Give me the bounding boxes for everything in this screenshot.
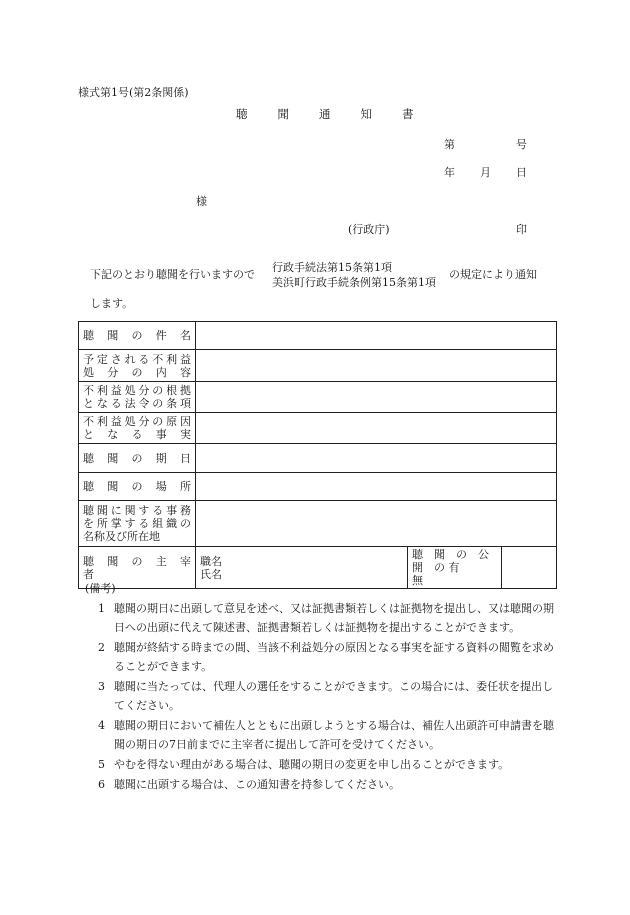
note-number: 3 xyxy=(98,680,105,694)
note-number: 2 xyxy=(98,641,105,655)
note-text: やむを得ない理由がある場合は、聴聞の期日の変更を申し出ることができます。 xyxy=(114,758,510,772)
note-item xyxy=(93,716,555,754)
seal-label: 印 xyxy=(516,223,527,236)
hearing-details-table xyxy=(78,321,557,589)
legal-basis-field[interactable] xyxy=(196,382,557,413)
position-label: 職名 xyxy=(200,554,222,568)
note-item xyxy=(93,677,555,715)
intro-continuation: します。 xyxy=(90,297,134,310)
title-char: 聴 xyxy=(236,107,248,121)
notes-section xyxy=(85,582,555,795)
note-number: 4 xyxy=(98,719,105,733)
hearing-date-field[interactable] xyxy=(196,444,557,473)
law-references xyxy=(272,260,436,290)
disposition-content-label: 予定される不利益 処 分 の 内 容 xyxy=(79,350,196,382)
number-prefix: 第 xyxy=(444,138,455,151)
title-char: 知 xyxy=(360,107,372,121)
legal-basis-label: 不利益処分の根拠 となる法令の条項 xyxy=(79,382,196,413)
hearing-place-field[interactable] xyxy=(196,473,557,501)
note-text: 聴聞の期日において補佐人とともに出頭しようとする場合は、補佐人出頭許可申請書を聴聞の期日の7日前までに主宰者に提出して許可を受けてください。 xyxy=(114,719,554,752)
addressee-suffix: 様 xyxy=(196,195,207,208)
date-month: 月 xyxy=(480,166,491,179)
title-char: 聞 xyxy=(277,107,289,121)
title-char: 通 xyxy=(319,107,331,121)
table-row xyxy=(79,413,557,444)
hearing-date-label: 聴 聞 の 期 日 xyxy=(79,444,196,473)
intro-lead: 下記のとおり聴聞を行いますので xyxy=(90,268,255,281)
table-row xyxy=(79,382,557,413)
public-hearing-label: 聴 聞 の 公 開 の 有 無 xyxy=(408,547,502,589)
document-title xyxy=(236,108,414,122)
hearing-place-label: 聴 聞 の 場 所 xyxy=(79,473,196,501)
note-number: 1 xyxy=(98,602,105,616)
note-text: 聴聞に出頭する場合は、この通知書を持参してください。 xyxy=(114,778,400,792)
disposition-content-field[interactable] xyxy=(196,350,557,382)
table-row xyxy=(79,473,557,501)
table-row xyxy=(79,501,557,547)
note-text: 聴聞に当たっては、代理人の選任をすることができます。この場合には、委任状を提出してください。 xyxy=(114,680,554,713)
note-item xyxy=(93,599,555,637)
table-row xyxy=(79,322,557,350)
note-item xyxy=(93,755,555,774)
note-number: 6 xyxy=(98,778,105,792)
notes-heading: (備考) xyxy=(85,582,116,595)
law-reference-national: 行政手続法第15条第1項 xyxy=(272,261,392,274)
note-item xyxy=(93,775,555,794)
number-suffix: 号 xyxy=(516,138,527,151)
cause-facts-label: 不利益処分の原因 と な る 事 実 xyxy=(79,413,196,444)
note-number: 5 xyxy=(98,758,105,772)
note-item xyxy=(93,638,555,676)
table-row xyxy=(79,350,557,382)
intro-tail: の規定により通知 xyxy=(449,268,537,281)
cause-facts-field[interactable] xyxy=(196,413,557,444)
table-row xyxy=(79,444,557,473)
office-label: 聴聞に関する事務 を所掌する組織の 名称及び所在地 xyxy=(79,501,196,547)
title-char: 書 xyxy=(402,107,414,121)
note-text: 聴聞の期日に出頭して意見を述べ、又は証拠書類若しくは証拠物を提出し、又は聴聞の期日への出頭に代えて陳述書、証拠書類若しくは証拠物を提出することができます。 xyxy=(114,602,554,635)
name-label: 氏名 xyxy=(200,567,222,581)
note-text: 聴聞が終結する時までの間、当該不利益処分の原因となる事実を証する資料の閲覧を求めることができます。 xyxy=(114,641,554,674)
agency-label: (行政庁) xyxy=(348,223,390,236)
date-day: 日 xyxy=(516,166,527,179)
form-number: 様式第1号(第2条関係) xyxy=(78,86,189,99)
case-name-label: 聴 聞 の 件 名 xyxy=(79,322,196,350)
presider-label: 聴 聞 の 主 宰 者 xyxy=(79,547,196,589)
law-reference-municipal: 美浜町行政手続条例第15条第1項 xyxy=(272,276,436,289)
case-name-field[interactable] xyxy=(196,322,557,350)
office-field[interactable] xyxy=(196,501,557,547)
date-year: 年 xyxy=(444,166,455,179)
